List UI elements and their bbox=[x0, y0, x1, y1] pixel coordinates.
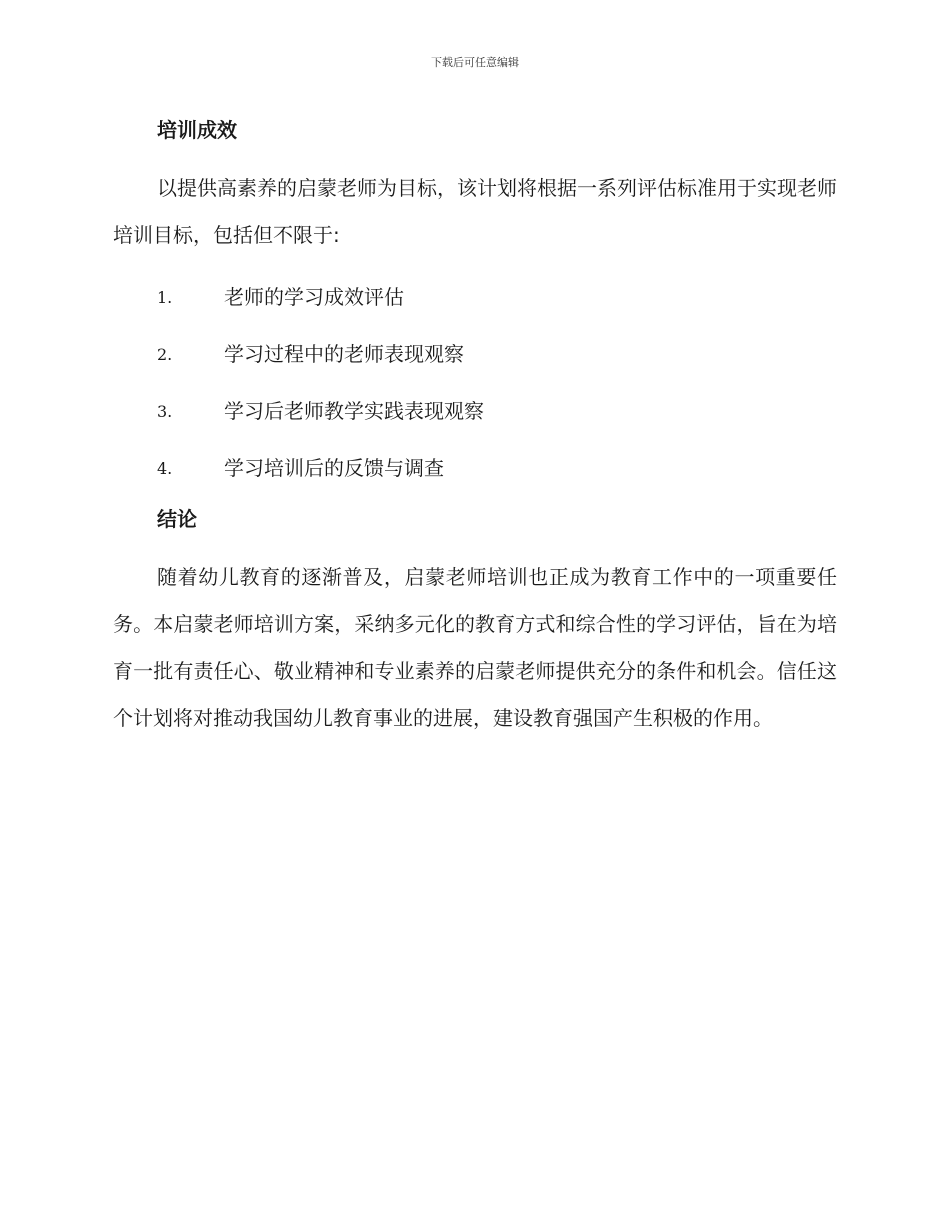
section-heading-results: 培训成效 bbox=[157, 118, 237, 142]
page-header: 下载后可任意编辑 bbox=[431, 56, 519, 69]
list-item-text: 学习后老师教学实践表现观察 bbox=[224, 399, 484, 423]
list-item-text: 学习过程中的老师表现观察 bbox=[224, 342, 464, 366]
document-body bbox=[113, 108, 837, 752]
results-paragraph: 以提供高素养的启蒙老师为目标，该计划将根据一系列评估标准用于实现老师培训目标，包括但不限于: bbox=[113, 176, 837, 247]
list-item-number: 2. bbox=[157, 345, 173, 364]
list-item bbox=[113, 440, 837, 497]
list-item-text: 老师的学习成效评估 bbox=[224, 285, 404, 309]
criteria-list bbox=[113, 269, 837, 497]
list-item-number: 3. bbox=[157, 402, 173, 421]
list-item bbox=[113, 269, 837, 326]
list-item-text: 学习培训后的反馈与调查 bbox=[224, 456, 444, 480]
list-item bbox=[113, 326, 837, 383]
conclusion-paragraph: 随着幼儿教育的逐渐普及，启蒙老师培训也正成为教育工作中的一项重要任务。本启蒙老师培训方案，采纳多元化的教育方式和综合性的学习评估，旨在为培育一批有责任心、敬业精神和专业素养的启蒙老师提供充分的条件和机会。信任这个计划将对推动我国幼儿教育事业的进展，建设教育强国产生积极的作用。 bbox=[113, 565, 837, 730]
list-item bbox=[113, 383, 837, 440]
section-heading-conclusion: 结论 bbox=[157, 507, 197, 531]
list-item-number: 4. bbox=[157, 459, 173, 478]
list-item-number: 1. bbox=[157, 288, 173, 307]
